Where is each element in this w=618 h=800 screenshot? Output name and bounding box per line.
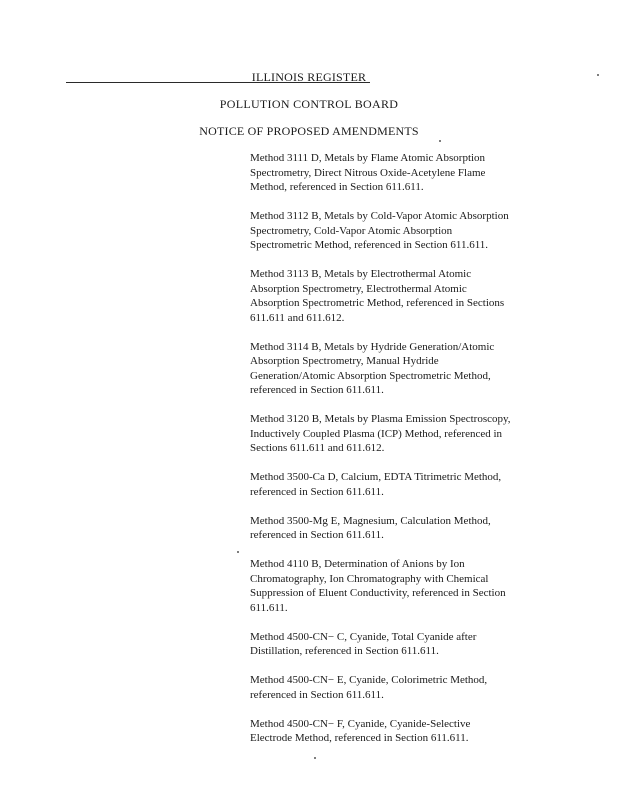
method-entry: Method 3112 B, Metals by Cold-Vapor Atomic Absorption Spectrometry, Cold-Vapor Atomic Absorption Spectrometric Method, referenced in Section 611.611. xyxy=(250,210,509,251)
method-entry: Method 4110 B, Determination of Anions by Ion Chromatography, Ion Chromatography with Chemical Suppression of Eluent Conductivity, referenced in Section 611.611. xyxy=(250,558,506,614)
scan-speck xyxy=(314,757,316,759)
method-entry: Method 3113 B, Metals by Electrothermal Atomic Absorption Spectrometry, Electrothermal Atomic Absorption Spectrometric Method, referenced in Sections 611.611 and 611.612. xyxy=(250,268,505,324)
method-entry: Method 3111 D, Metals by Flame Atomic Absorption Spectrometry, Direct Nitrous Oxide-Acetylene Flame Method, referenced in Section 611.611. xyxy=(250,152,486,193)
board-name: POLLUTION CONTROL BOARD xyxy=(219,97,399,111)
method-entry: Method 3120 B, Metals by Plasma Emission Spectroscopy, Inductively Coupled Plasma (ICP) Method, referenced in Sections 611.611 and 611.612. xyxy=(250,413,511,454)
scan-speck xyxy=(237,551,239,553)
notice-heading: NOTICE OF PROPOSED AMENDMENTS xyxy=(199,124,419,138)
register-title: ILLINOIS REGISTER xyxy=(251,70,367,84)
method-entry: Method 4500-CN− E, Cyanide, Colorimetric Method, referenced in Section 611.611. xyxy=(250,674,488,701)
scan-speck xyxy=(597,74,599,76)
method-list xyxy=(250,151,550,760)
method-entry: Method 3500-Ca D, Calcium, EDTA Titrimetric Method, referenced in Section 611.611. xyxy=(250,471,502,498)
method-entry: Method 4500-CN− F, Cyanide, Cyanide-Selective Electrode Method, referenced in Section 611.611. xyxy=(250,717,471,744)
method-entry: Method 3114 B, Metals by Hydride Generation/Atomic Absorption Spectrometry, Manual Hydride Generation/Atomic Absorption Spectrometric Method, referenced in Section 611.611. xyxy=(250,340,495,396)
scan-speck xyxy=(439,140,441,142)
method-entry: Method 3500-Mg E, Magnesium, Calculation Method, referenced in Section 611.611. xyxy=(250,514,491,541)
method-entry: Method 4500-CN− C, Cyanide, Total Cyanide after Distillation, referenced in Section 611.611. xyxy=(250,630,477,657)
